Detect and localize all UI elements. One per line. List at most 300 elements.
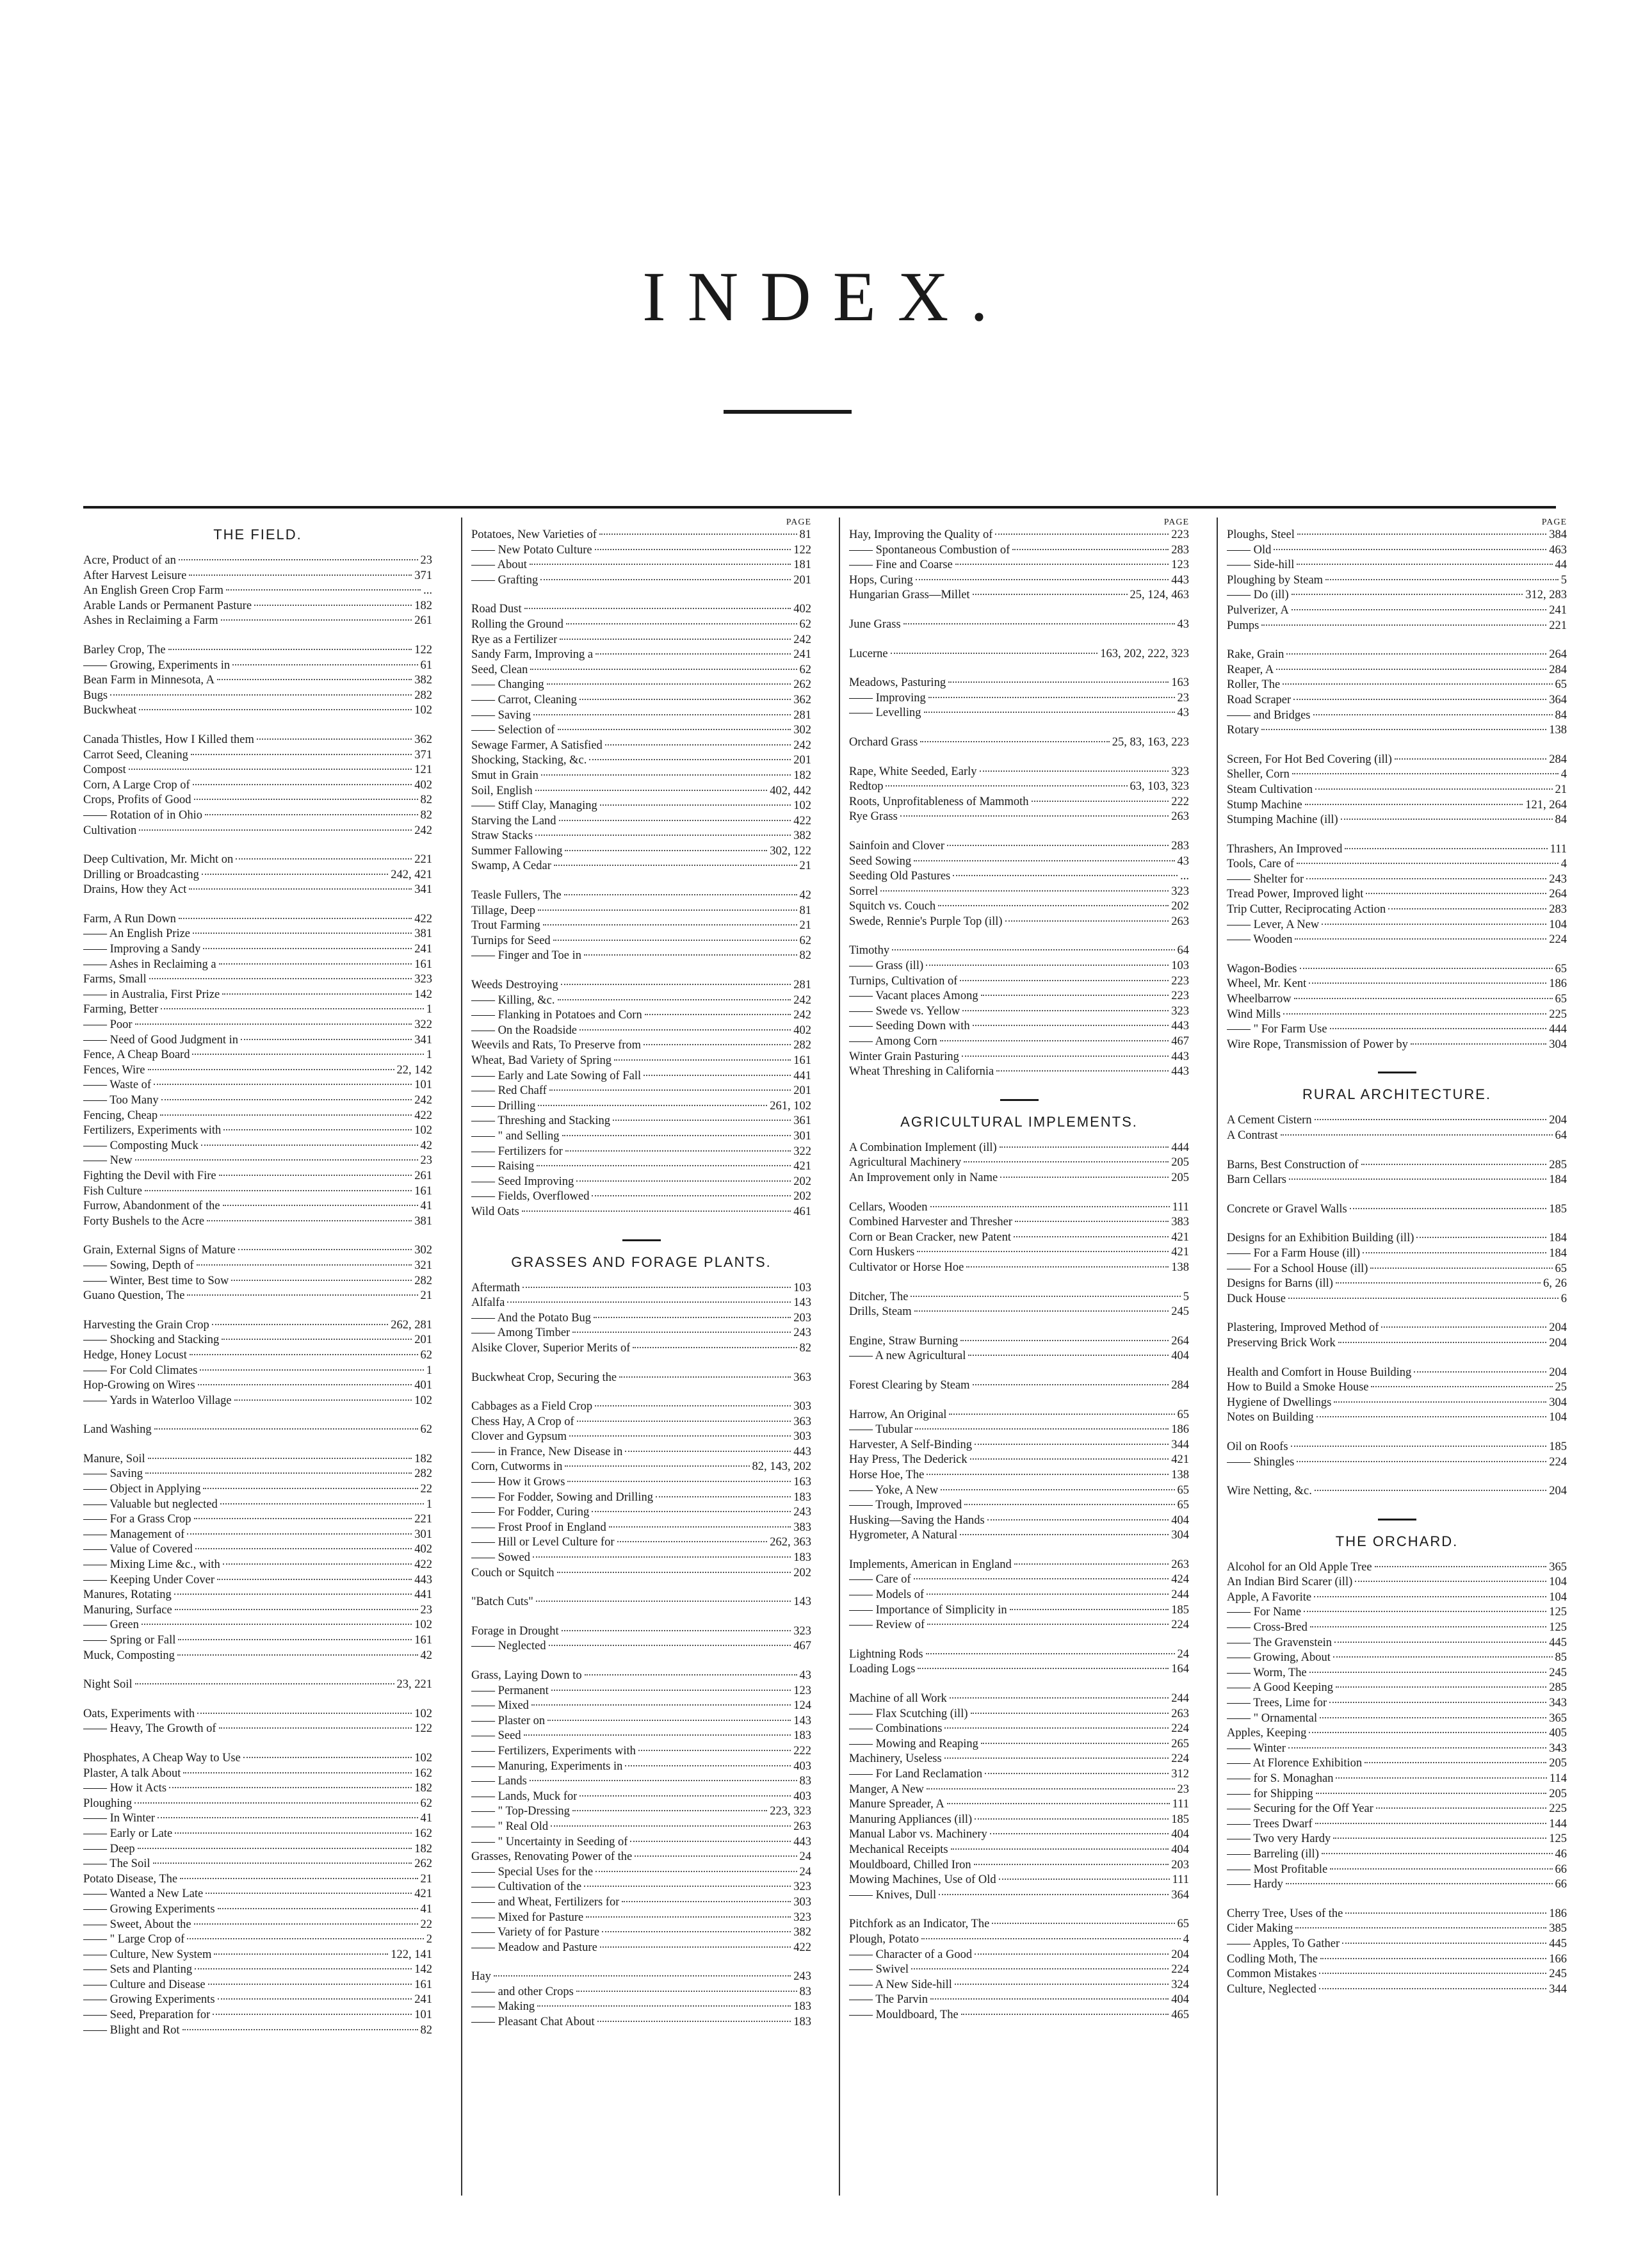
entry-page-number: 182 [414, 1842, 432, 1855]
entry-page-number: 205 [1171, 1171, 1189, 1184]
dot-leader [980, 770, 1169, 772]
entry-group-gap [849, 1186, 1189, 1200]
entry-topic: —— On the Roadside [471, 1023, 577, 1037]
dot-leader [1315, 1490, 1546, 1491]
dot-leader [916, 579, 1169, 580]
index-entry [849, 1155, 1189, 1171]
entry-topic: —— Knives, Dull [849, 1888, 937, 1902]
index-entry [83, 1093, 432, 1109]
section-heading: THE ORCHARD. [1335, 1533, 1459, 1549]
entry-page-number: 125 [1549, 1832, 1567, 1846]
dot-leader [135, 1683, 394, 1684]
index-entry [83, 1139, 432, 1154]
index-entry [471, 1925, 811, 1941]
entry-page-number: 204 [1549, 1365, 1567, 1379]
dot-leader [595, 1405, 791, 1406]
entry-topic: Agricultural Machinery [849, 1156, 962, 1170]
entry-topic: —— Mixing Lime &c., with [83, 1558, 220, 1572]
index-entry [1227, 1365, 1567, 1381]
entry-topic: —— The Soil [83, 1857, 150, 1871]
entry-page-number: 405 [1549, 1727, 1567, 1740]
entry-page-number: 385 [1549, 1922, 1567, 1936]
index-entry [1227, 1741, 1567, 1757]
entry-page-number: 64 [1555, 1129, 1567, 1142]
entry-topic: Mechanical Receipts [849, 1843, 948, 1856]
index-entry [849, 765, 1189, 780]
entry-page-number: 62 [799, 934, 811, 947]
entry-topic: —— " and Selling [471, 1129, 560, 1143]
entry-page-number: 182 [414, 1452, 432, 1465]
entry-topic: Fish Culture [83, 1184, 142, 1198]
index-entry [83, 1633, 432, 1649]
index-entry [471, 708, 811, 724]
entry-page-number: 224 [1171, 1618, 1189, 1632]
entry-group-gap [1227, 1470, 1567, 1484]
entry-page-number: 402 [414, 778, 432, 792]
dot-leader [193, 784, 412, 785]
index-entry [1227, 1921, 1567, 1937]
entry-page-number: 142 [414, 988, 432, 1001]
entry-topic: —— Valuable but neglected [83, 1497, 218, 1511]
entry-page-number: 201 [414, 1333, 432, 1347]
dot-leader [179, 559, 418, 560]
entry-page-number: 102 [414, 704, 432, 717]
index-entry [1227, 842, 1567, 858]
entry-page-number: 143 [793, 1595, 811, 1609]
entry-page-number: 225 [1549, 1802, 1567, 1816]
entry-page-number: 201 [793, 573, 811, 587]
index-entry [849, 558, 1189, 573]
dot-leader [214, 1953, 388, 1955]
index-entry [1227, 767, 1567, 783]
dot-leader [950, 1697, 1169, 1699]
dot-leader [1010, 1609, 1169, 1610]
dot-leader [236, 858, 412, 860]
index-entry [849, 647, 1189, 662]
index-entry [83, 1542, 432, 1558]
entry-page-number: 62 [799, 617, 811, 631]
entry-page-number: 283 [1171, 543, 1189, 557]
entry-topic: —— Carrot, Cleaning [471, 693, 577, 706]
entry-page-number: 104 [1549, 1590, 1567, 1604]
entry-page-number: 121, 264 [1525, 798, 1567, 811]
entry-page-number: 124 [793, 1699, 811, 1713]
index-entry [849, 1004, 1189, 1020]
index-entry [849, 1873, 1189, 1888]
dot-leader [1322, 1853, 1553, 1854]
dot-leader [619, 1376, 791, 1378]
dot-leader [1313, 714, 1553, 715]
dot-leader [1341, 819, 1553, 820]
entry-page-number: 161 [414, 958, 432, 971]
dot-leader [656, 1496, 791, 1497]
entry-topic: Orchard Grass [849, 735, 918, 749]
entry-topic: A Combination Implement (ill) [849, 1141, 997, 1154]
entry-topic: —— Early or Late [83, 1827, 173, 1840]
entry-page-number: 241 [414, 1993, 432, 2007]
index-entry [1227, 1967, 1567, 1982]
entry-page-number: 421 [1171, 1453, 1189, 1467]
entry-topic: Farming, Better [83, 1003, 159, 1016]
entry-topic: Turnips for Seed [471, 934, 551, 947]
dot-leader [549, 1645, 791, 1646]
entry-page-number: 122 [793, 543, 811, 557]
page-title: INDEX. [642, 257, 1010, 336]
dot-leader [1292, 609, 1546, 610]
dot-leader [198, 1384, 412, 1385]
dot-leader [213, 2014, 412, 2015]
entry-page-number: 283 [1549, 903, 1567, 917]
index-entry [849, 915, 1189, 930]
index-entry [471, 1744, 811, 1759]
index-entry [83, 1932, 432, 1948]
entry-page-number: 81 [799, 904, 811, 917]
dot-leader [161, 1099, 412, 1100]
index-entry [471, 918, 811, 934]
entry-topic: Hungarian Grass—Millet [849, 589, 970, 602]
dot-leader [941, 1489, 1174, 1490]
entry-topic: Wagon-Bodies [1227, 962, 1297, 975]
entry-topic: —— Blight and Rot [83, 2023, 180, 2037]
index-entry [471, 558, 811, 573]
dot-leader [160, 1114, 412, 1116]
dot-leader [595, 549, 791, 550]
dot-leader [1281, 1134, 1553, 1136]
entry-page-number: 122 [414, 1722, 432, 1736]
index-entry [1227, 588, 1567, 603]
entry-page-number: 22, 142 [396, 1063, 432, 1077]
entry-topic: Hops, Curing [849, 573, 913, 587]
index-entry [83, 912, 432, 927]
entry-page-number: 223 [1171, 528, 1189, 541]
entry-topic: Starving the Land [471, 814, 556, 827]
index-entry [849, 1558, 1189, 1573]
dot-leader [565, 1150, 791, 1152]
dot-leader [533, 1556, 791, 1558]
index-entry [83, 824, 432, 839]
entry-page-number: 344 [1171, 1438, 1189, 1451]
entry-page-number: 245 [1549, 1666, 1567, 1679]
entry-topic: Cellars, Wooden [849, 1200, 928, 1214]
entry-group-gap [849, 1276, 1189, 1290]
entry-page-number: 183 [793, 1490, 811, 1504]
entry-topic: —— And the Potato Bug [471, 1311, 592, 1325]
entry-topic: Cherry Tree, Uses of the [1227, 1907, 1343, 1920]
entry-topic: —— Sets and Planting [83, 1963, 193, 1977]
dot-leader [1316, 1416, 1547, 1417]
index-entry [849, 1752, 1189, 1767]
index-entry [471, 934, 811, 949]
entry-topic: —— Lands, Muck for [471, 1789, 578, 1803]
entry-page-number: 162 [414, 1827, 432, 1840]
entry-topic: Ashes in Reclaiming a Farm [83, 614, 218, 628]
entry-page-number: 61 [420, 658, 432, 672]
entry-page-number: 422 [414, 1558, 432, 1572]
dot-leader [139, 829, 412, 831]
index-entry [83, 1918, 432, 1933]
entry-page-number: 323 [1171, 885, 1189, 898]
dot-leader [915, 1428, 1169, 1430]
dot-leader [208, 1984, 412, 1985]
entry-page-number: 361 [793, 1114, 811, 1128]
dot-leader [1330, 1028, 1547, 1029]
index-entry [1227, 992, 1567, 1007]
entry-page-number: 262, 281 [391, 1318, 432, 1332]
entry-page-number: 103 [793, 1281, 811, 1294]
index-entry [83, 1857, 432, 1872]
index-entry [83, 1452, 432, 1467]
entry-topic: —— Side-hill [1227, 558, 1295, 572]
index-entry [849, 1707, 1189, 1722]
entry-page-number: 183 [793, 2000, 811, 2014]
dot-leader [223, 1129, 412, 1130]
page-column-label: PAGE [786, 518, 811, 527]
index-entry [471, 888, 811, 904]
entry-topic: Shocking, Stacking, &c. [471, 754, 587, 767]
entry-page-number: 245 [1171, 1305, 1189, 1319]
dot-leader [927, 1594, 1169, 1595]
entry-topic: —— The Gravenstein [1227, 1636, 1332, 1649]
index-entry [849, 1483, 1189, 1499]
entry-topic: —— Value of Covered [83, 1543, 193, 1556]
entry-topic: Carrot Seed, Cleaning [83, 748, 188, 762]
dot-leader [1365, 1762, 1546, 1763]
entry-topic: Sheller, Corn [1227, 768, 1290, 781]
entry-group-gap [1227, 1188, 1567, 1202]
entry-page-number: 42 [799, 889, 811, 902]
entry-topic: —— Early and Late Sowing of Fall [471, 1069, 642, 1082]
index-entry [849, 1618, 1189, 1633]
entry-topic: Manuring Appliances (ill) [849, 1813, 973, 1826]
entry-topic: Summer Fallowing [471, 844, 563, 858]
entry-topic: Rye as a Fertilizer [471, 633, 558, 646]
entry-page-number: 402 [414, 1543, 432, 1556]
entry-page-number: 62 [420, 1797, 432, 1810]
dot-leader [1315, 1119, 1547, 1120]
entry-page-number: 404 [1171, 1349, 1189, 1363]
index-entry [471, 784, 811, 799]
index-entry [1227, 1756, 1567, 1772]
page-column-label: PAGE [1541, 518, 1567, 527]
entry-page-number: 41 [420, 1902, 432, 1916]
entry-page-number: 424 [1171, 1573, 1189, 1586]
entry-page-number: 371 [414, 569, 432, 582]
entry-topic: —— For a School House (ill) [1227, 1262, 1368, 1275]
dot-leader [194, 1518, 412, 1519]
index-entry [849, 1843, 1189, 1858]
entry-page-number: 467 [793, 1640, 811, 1653]
dot-leader [1305, 804, 1523, 805]
dot-leader [169, 1787, 412, 1788]
index-entry [1227, 1863, 1567, 1878]
entry-page-number: 244 [1171, 1692, 1189, 1706]
dot-leader [927, 1474, 1169, 1475]
index-entry [849, 943, 1189, 959]
dot-leader [223, 1563, 412, 1565]
entry-topic: Machine of all Work [849, 1692, 947, 1706]
entry-topic: —— Cross-Bred [1227, 1621, 1308, 1635]
index-entry [849, 885, 1189, 900]
index-entry [471, 814, 811, 829]
entry-page-number: 222 [1171, 795, 1189, 808]
dot-leader [900, 815, 1169, 817]
dot-leader [1322, 924, 1546, 925]
index-entry [83, 1364, 432, 1379]
entry-topic: —— Poor [83, 1018, 133, 1032]
entry-topic: Road Dust [471, 603, 522, 616]
dot-leader [219, 1175, 412, 1176]
index-entry [471, 1774, 811, 1789]
dot-leader [961, 2014, 1169, 2015]
index-entry [849, 1662, 1189, 1677]
index-entry [83, 733, 432, 748]
index-entry [471, 1205, 811, 1220]
entry-page-number: 262, 363 [770, 1536, 811, 1549]
index-entry [849, 1827, 1189, 1843]
entry-topic: —— An English Prize [83, 927, 191, 941]
dot-leader [892, 949, 1174, 950]
index-entry [1227, 1651, 1567, 1666]
dot-leader [537, 1165, 791, 1166]
index-entry [849, 528, 1189, 543]
entry-page-number: 23 [420, 554, 432, 567]
index-entry [83, 1259, 432, 1274]
entry-page-number: 221 [1549, 619, 1567, 632]
index-entry [849, 706, 1189, 721]
index-entry [849, 1528, 1189, 1544]
dot-leader [1316, 1793, 1547, 1794]
entry-page-number: 363 [793, 1371, 811, 1384]
entry-page-number: 21 [420, 1289, 432, 1303]
index-entry [471, 1535, 811, 1551]
entry-page-number: 421 [793, 1160, 811, 1173]
entry-page-number: 324 [1171, 1978, 1189, 1991]
index-entry [471, 1820, 811, 1835]
dot-leader [990, 1833, 1169, 1834]
index-entry [83, 1018, 432, 1033]
entry-topic: Cabbages as a Field Crop [471, 1400, 593, 1414]
entry-topic: An English Green Crop Farm [83, 584, 223, 598]
index-entry [849, 989, 1189, 1004]
index-entry [83, 1722, 432, 1737]
entry-page-number: 303 [793, 1430, 811, 1444]
dot-leader [1297, 564, 1552, 565]
dot-leader [145, 1472, 412, 1474]
entry-page-number: 185 [1171, 1603, 1189, 1617]
index-entry [83, 2023, 432, 2039]
dot-leader [903, 623, 1175, 624]
entry-page-number: 83 [799, 1985, 811, 1998]
entry-topic: Hay, Improving the Quality of [849, 528, 993, 541]
entry-page-number: 22 [420, 1918, 432, 1931]
dot-leader [962, 1010, 1169, 1011]
index-entry [471, 1415, 811, 1430]
dot-leader [218, 1998, 412, 2000]
entry-page-number: 363 [793, 1415, 811, 1428]
index-entry [471, 1008, 811, 1023]
entry-page-number: 224 [1171, 1963, 1189, 1977]
index-entry [1227, 693, 1567, 708]
dot-leader [1366, 893, 1546, 894]
entry-group-gap [849, 825, 1189, 839]
entry-topic: —— Keeping Under Cover [83, 1573, 215, 1586]
dot-leader [135, 1159, 418, 1161]
entry-topic: A Contrast [1227, 1129, 1278, 1142]
index-entry [471, 1551, 811, 1566]
entry-topic: Smut in Grain [471, 769, 539, 782]
entry-topic: —— For Name [1227, 1606, 1302, 1619]
dot-leader [1306, 878, 1546, 879]
entry-topic: —— Frost Proof in England [471, 1520, 606, 1534]
entry-page-number: 344 [1549, 1982, 1567, 1996]
entry-group-gap [849, 1903, 1189, 1917]
index-entry [1227, 1158, 1567, 1173]
index-entry [471, 799, 811, 814]
entry-topic: —— Seeding Down with [849, 1020, 970, 1033]
entry-topic: "Batch Cuts" [471, 1595, 533, 1609]
entry-topic: Manures, Rotating [83, 1588, 172, 1602]
entry-topic: —— Hardy [1227, 1878, 1283, 1891]
dot-leader [257, 738, 412, 740]
entry-topic: After Harvest Leisure [83, 569, 187, 582]
dot-leader [1309, 1672, 1547, 1673]
entry-page-number: 123 [1171, 558, 1189, 572]
dot-leader [565, 1465, 749, 1467]
entry-topic: Barn Cellars [1227, 1173, 1286, 1187]
entry-page-number: 143 [793, 1714, 811, 1727]
entry-page-number: 203 [793, 1311, 811, 1325]
entry-page-number: 404 [1171, 1828, 1189, 1841]
index-entry [471, 617, 811, 633]
entry-topic: —— Plaster on [471, 1714, 546, 1727]
dot-leader [1012, 549, 1169, 550]
dot-leader [1293, 699, 1546, 700]
index-entry [849, 1993, 1189, 2008]
entry-topic: Timothy [849, 944, 890, 958]
index-entry [83, 1512, 432, 1528]
entry-page-number: 242, 421 [391, 868, 432, 881]
dot-leader [914, 1578, 1169, 1579]
entry-group-gap [471, 964, 811, 978]
entry-page-number: 205 [1549, 1757, 1567, 1770]
index-entry [1227, 1952, 1567, 1968]
entry-topic: —— Sowed [471, 1551, 530, 1565]
entry-page-number: 242 [793, 633, 811, 646]
entry-topic: Hedge, Honey Locust [83, 1348, 187, 1362]
index-entry [1227, 1321, 1567, 1336]
entry-topic: —— Too Many [83, 1094, 159, 1107]
index-entry [83, 1394, 432, 1409]
dot-leader [494, 1975, 791, 1977]
index-entry [83, 972, 432, 988]
entry-topic: Corn Huskers [849, 1246, 915, 1259]
entry-topic: Buckwheat Crop, Securing the [471, 1371, 617, 1384]
index-entry [1227, 1590, 1567, 1606]
dot-leader [206, 1893, 412, 1894]
dot-leader [538, 909, 797, 911]
entry-page-number: 25, 124, 463 [1130, 589, 1189, 602]
index-entry [471, 1520, 811, 1536]
index-entry [1227, 1832, 1567, 1847]
dot-leader [179, 918, 412, 919]
index-entry [471, 1490, 811, 1506]
dot-leader [1274, 549, 1546, 550]
entry-topic: Reaper, A [1227, 663, 1274, 676]
dot-leader [911, 1296, 1180, 1297]
index-entry [1227, 723, 1567, 738]
entry-page-number: 263 [1171, 915, 1189, 928]
index-entry [83, 1588, 432, 1603]
